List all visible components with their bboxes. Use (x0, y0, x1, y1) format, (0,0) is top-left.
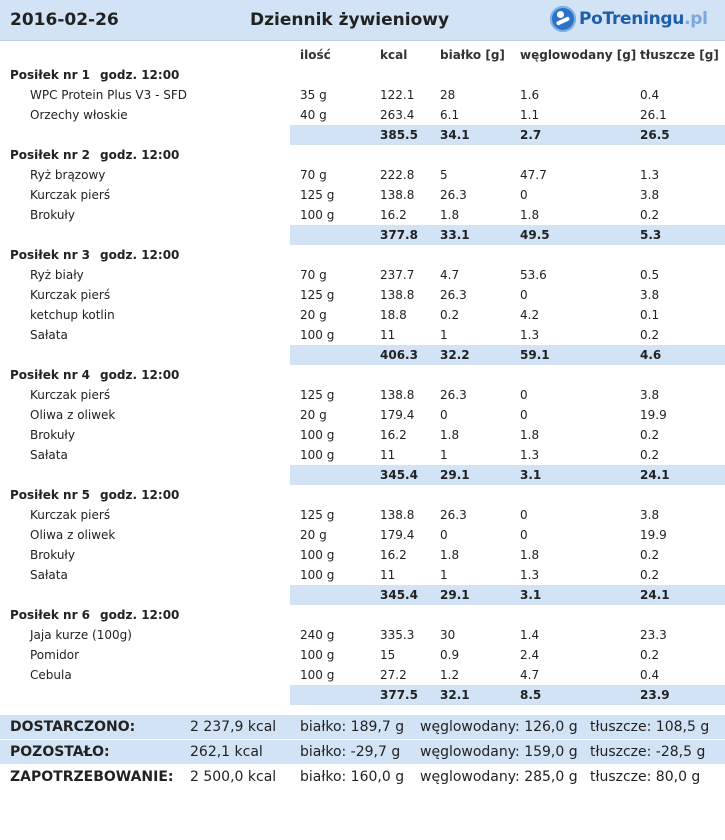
food-qty: 20 g (300, 528, 327, 542)
food-fat: 0.2 (640, 328, 660, 342)
meal-title (10, 248, 179, 262)
food-protein: 26.3 (440, 288, 467, 302)
food-name[interactable]: WPC Protein Plus V3 - SFD (30, 88, 187, 102)
summary-row (0, 740, 725, 764)
food-qty: 20 g (300, 308, 327, 322)
meal-sum-carbs: 8.5 (520, 688, 542, 702)
food-kcal: 179.4 (380, 408, 415, 422)
summary-kcal: 2 237,9 kcal (190, 719, 277, 735)
food-kcal: 18.8 (380, 308, 407, 322)
food-name[interactable]: Jaja kurze (100g) (30, 628, 132, 642)
food-protein: 4.7 (440, 268, 460, 282)
food-fat: 3.8 (640, 388, 660, 402)
food-name[interactable]: Sałata (30, 448, 68, 462)
meal-name: Posiłek nr 6 (10, 608, 91, 622)
meal-time: godz. 12:00 (100, 148, 180, 162)
meal-sum-protein: 32.2 (440, 348, 470, 362)
food-fat: 0.2 (640, 208, 660, 222)
food-carbs: 47.7 (520, 168, 547, 182)
food-kcal: 138.8 (380, 388, 415, 402)
food-carbs: 1.4 (520, 628, 540, 642)
meal-sum-protein: 29.1 (440, 468, 470, 482)
food-protein: 26.3 (440, 388, 467, 402)
meal-title (10, 488, 179, 502)
food-name[interactable]: Ryż biały (30, 268, 84, 282)
food-fat: 19.9 (640, 408, 667, 422)
food-name[interactable]: Oliwa z oliwek (30, 528, 116, 542)
meal-name: Posiłek nr 2 (10, 148, 91, 162)
food-carbs: 2.4 (520, 648, 540, 662)
meal-sum-protein: 33.1 (440, 228, 470, 242)
food-name[interactable]: Ryż brązowy (30, 168, 106, 182)
food-protein: 0 (440, 528, 448, 542)
food-kcal: 222.8 (380, 168, 415, 182)
meal-sum-protein: 29.1 (440, 588, 470, 602)
meal-sum-carbs: 3.1 (520, 468, 542, 482)
summary-label: POZOSTAŁO: (10, 744, 110, 760)
meal-sum-kcal: 406.3 (380, 348, 418, 362)
food-kcal: 138.8 (380, 188, 415, 202)
food-carbs: 1.3 (520, 568, 540, 582)
meal-sum-carbs: 3.1 (520, 588, 542, 602)
food-kcal: 11 (380, 448, 396, 462)
food-protein: 30 (440, 628, 456, 642)
food-kcal: 16.2 (380, 428, 407, 442)
food-protein: 1 (440, 568, 448, 582)
summary-carbs: węglowodany: 159,0 g (420, 744, 578, 760)
food-name[interactable]: Kurczak pierś (30, 388, 111, 402)
summary-kcal: 262,1 kcal (190, 744, 263, 760)
meal-sum-fat: 26.5 (640, 128, 670, 142)
runner-logo-icon (550, 6, 576, 32)
meal-time: godz. 12:00 (100, 248, 180, 262)
meal-sum-kcal: 345.4 (380, 588, 418, 602)
food-fat: 0.2 (640, 648, 660, 662)
food-kcal: 179.4 (380, 528, 415, 542)
food-protein: 0.2 (440, 308, 460, 322)
food-fat: 1.3 (640, 168, 660, 182)
food-name[interactable]: Brokuły (30, 548, 75, 562)
meal-sum-protein: 32.1 (440, 688, 470, 702)
meal-time: godz. 12:00 (100, 68, 180, 82)
food-kcal: 138.8 (380, 508, 415, 522)
food-carbs: 1.3 (520, 448, 540, 462)
food-fat: 0.2 (640, 448, 660, 462)
food-name[interactable]: Brokuły (30, 428, 75, 442)
meal-time: godz. 12:00 (100, 368, 180, 382)
food-protein: 1 (440, 448, 448, 462)
food-qty: 100 g (300, 428, 335, 442)
food-fat: 0.4 (640, 668, 660, 682)
meal-title (10, 68, 179, 82)
food-fat: 3.8 (640, 288, 660, 302)
food-carbs: 0 (520, 528, 528, 542)
summary-row (0, 765, 725, 789)
food-fat: 0.4 (640, 88, 660, 102)
food-carbs: 1.8 (520, 208, 540, 222)
food-protein: 1.8 (440, 208, 460, 222)
meal-sum-carbs: 49.5 (520, 228, 550, 242)
food-qty: 100 g (300, 648, 335, 662)
food-qty: 100 g (300, 568, 335, 582)
summary-row (0, 715, 725, 739)
food-qty: 125 g (300, 188, 335, 202)
food-qty: 240 g (300, 628, 335, 642)
meal-name: Posiłek nr 1 (10, 68, 91, 82)
food-fat: 3.8 (640, 188, 660, 202)
food-qty: 125 g (300, 288, 335, 302)
food-fat: 3.8 (640, 508, 660, 522)
food-kcal: 15 (380, 648, 396, 662)
meal-name: Posiłek nr 4 (10, 368, 91, 382)
food-carbs: 4.2 (520, 308, 540, 322)
food-protein: 0 (440, 408, 448, 422)
food-protein: 0.9 (440, 648, 460, 662)
food-name[interactable]: Kurczak pierś (30, 188, 111, 202)
food-protein: 1 (440, 328, 448, 342)
food-qty: 70 g (300, 168, 327, 182)
food-fat: 26.1 (640, 108, 667, 122)
food-kcal: 237.7 (380, 268, 415, 282)
meal-title (10, 148, 179, 162)
meal-sum-carbs: 59.1 (520, 348, 550, 362)
food-kcal: 16.2 (380, 208, 407, 222)
food-carbs: 4.7 (520, 668, 540, 682)
potreningu-logo[interactable]: PoTreningu.pl (550, 5, 708, 33)
food-name[interactable]: Brokuły (30, 208, 75, 222)
food-kcal: 11 (380, 328, 396, 342)
food-carbs: 1.1 (520, 108, 540, 122)
meal-sum-fat: 23.9 (640, 688, 670, 702)
food-kcal: 122.1 (380, 88, 415, 102)
meal-sum-fat: 24.1 (640, 588, 670, 602)
summary-label: ZAPOTRZEBOWANIE: (10, 769, 174, 785)
food-name[interactable]: Orzechy włoskie (30, 108, 128, 122)
food-fat: 0.1 (640, 308, 660, 322)
food-protein: 26.3 (440, 188, 467, 202)
summary-protein: białko: 189,7 g (300, 719, 405, 735)
food-carbs: 1.8 (520, 428, 540, 442)
food-qty: 100 g (300, 668, 335, 682)
summary-label: DOSTARCZONO: (10, 719, 136, 735)
food-carbs: 53.6 (520, 268, 547, 282)
meal-sum-kcal: 385.5 (380, 128, 418, 142)
meal-name: Posiłek nr 5 (10, 488, 91, 502)
diary-date: 2016-02-26 (10, 10, 119, 30)
food-name[interactable]: Cebula (30, 668, 72, 682)
food-qty: 100 g (300, 208, 335, 222)
food-qty: 20 g (300, 408, 327, 422)
header-quantity: ilość (300, 48, 331, 62)
food-kcal: 138.8 (380, 288, 415, 302)
meal-sum-kcal: 377.8 (380, 228, 418, 242)
meal-time: godz. 12:00 (100, 488, 180, 502)
food-carbs: 1.6 (520, 88, 540, 102)
food-kcal: 263.4 (380, 108, 415, 122)
meal-time: godz. 12:00 (100, 608, 180, 622)
food-protein: 1.2 (440, 668, 460, 682)
food-name[interactable]: ketchup kotlin (30, 308, 115, 322)
meal-sum-fat: 5.3 (640, 228, 662, 242)
food-name[interactable]: Sałata (30, 568, 68, 582)
food-carbs: 1.8 (520, 548, 540, 562)
food-fat: 0.5 (640, 268, 660, 282)
food-protein: 26.3 (440, 508, 467, 522)
food-qty: 35 g (300, 88, 327, 102)
food-carbs: 0 (520, 188, 528, 202)
meal-sum-fat: 4.6 (640, 348, 662, 362)
summary-carbs: węglowodany: 126,0 g (420, 719, 578, 735)
food-carbs: 0 (520, 508, 528, 522)
food-name[interactable]: Sałata (30, 328, 68, 342)
food-fat: 0.2 (640, 568, 660, 582)
food-carbs: 0 (520, 388, 528, 402)
meal-title (10, 608, 179, 622)
meal-name: Posiłek nr 3 (10, 248, 91, 262)
header-carbs: węglowodany [g] (520, 48, 637, 62)
food-qty: 125 g (300, 388, 335, 402)
page-header (0, 0, 725, 41)
food-name[interactable]: Pomidor (30, 648, 80, 662)
food-protein: 28 (440, 88, 456, 102)
food-protein: 1.8 (440, 428, 460, 442)
summary-protein: białko: 160,0 g (300, 769, 405, 785)
food-carbs: 0 (520, 408, 528, 422)
food-qty: 100 g (300, 548, 335, 562)
meal-sum-kcal: 377.5 (380, 688, 418, 702)
food-fat: 0.2 (640, 428, 660, 442)
food-name[interactable]: Kurczak pierś (30, 288, 111, 302)
food-kcal: 335.3 (380, 628, 415, 642)
meal-sum-protein: 34.1 (440, 128, 470, 142)
food-kcal: 27.2 (380, 668, 407, 682)
header-kcal: kcal (380, 48, 408, 62)
summary-kcal: 2 500,0 kcal (190, 769, 277, 785)
food-kcal: 16.2 (380, 548, 407, 562)
food-fat: 19.9 (640, 528, 667, 542)
summary-fat: tłuszcze: 80,0 g (590, 769, 701, 785)
food-qty: 100 g (300, 328, 335, 342)
header-fat: tłuszcze [g] (640, 48, 719, 62)
food-carbs: 0 (520, 288, 528, 302)
header-protein: białko [g] (440, 48, 505, 62)
food-protein: 6.1 (440, 108, 460, 122)
meal-title (10, 368, 179, 382)
summary-protein: białko: -29,7 g (300, 744, 401, 760)
food-qty: 100 g (300, 448, 335, 462)
food-protein: 5 (440, 168, 448, 182)
food-kcal: 11 (380, 568, 396, 582)
food-protein: 1.8 (440, 548, 460, 562)
page-title: Dziennik żywieniowy (250, 10, 450, 30)
summary-fat: tłuszcze: 108,5 g (590, 719, 710, 735)
summary-fat: tłuszcze: -28,5 g (590, 744, 706, 760)
food-qty: 70 g (300, 268, 327, 282)
food-carbs: 1.3 (520, 328, 540, 342)
food-fat: 0.2 (640, 548, 660, 562)
food-name[interactable]: Oliwa z oliwek (30, 408, 116, 422)
meal-sum-fat: 24.1 (640, 468, 670, 482)
food-fat: 23.3 (640, 628, 667, 642)
meal-sum-kcal: 345.4 (380, 468, 418, 482)
food-name[interactable]: Kurczak pierś (30, 508, 111, 522)
meal-sum-carbs: 2.7 (520, 128, 542, 142)
summary-carbs: węglowodany: 285,0 g (420, 769, 578, 785)
food-qty: 125 g (300, 508, 335, 522)
food-qty: 40 g (300, 108, 327, 122)
